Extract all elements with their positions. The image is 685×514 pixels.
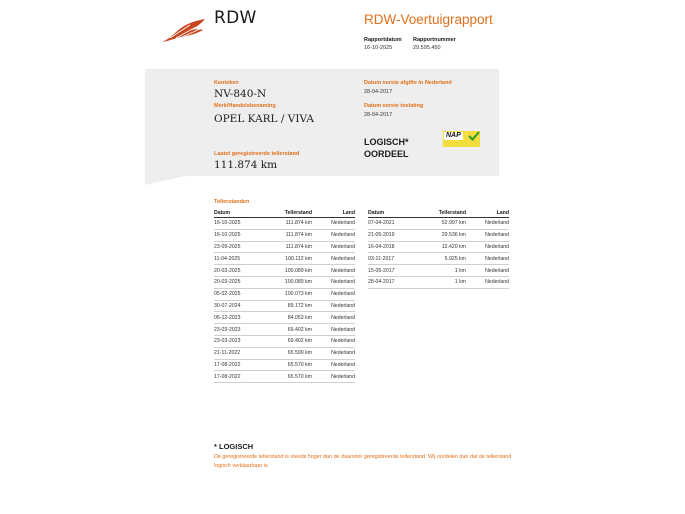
first-admission-label: Datum eerste toelating (364, 103, 424, 109)
cell-km: 69.402 km (266, 335, 312, 347)
cell-country: Nederland (312, 241, 355, 253)
cell-date: 11-04-2025 (214, 253, 266, 265)
col-country: Land (312, 208, 355, 218)
make-value: OPEL KARL / VIVA (214, 113, 314, 125)
cell-km: 65.570 km (266, 359, 312, 371)
report-title: RDW-Voertuigrapport (364, 12, 493, 27)
plate-value: NV-840-N (214, 88, 267, 100)
footnote-title: * LOGISCH (214, 442, 254, 451)
cell-date: 16-10-2025 (214, 218, 266, 230)
rdw-logo (160, 17, 206, 45)
cell-km: 100.089 km (266, 276, 312, 288)
col-country: Land (466, 208, 509, 218)
cell-km: 100.073 km (266, 288, 312, 300)
cell-date: 23-09-2025 (214, 241, 266, 253)
cell-date: 17-08-2022 (214, 359, 266, 371)
cell-country: Nederland (466, 218, 509, 230)
cell-country: Nederland (312, 276, 355, 288)
col-date: Datum (214, 208, 266, 218)
table-row (214, 312, 355, 324)
cell-date: 30-07-2024 (214, 300, 266, 312)
readings-section-title: Tellerstanden (214, 199, 250, 205)
verdict (364, 136, 409, 160)
table-row (368, 253, 509, 265)
cell-date: 17-08-2022 (214, 371, 266, 383)
table-row (214, 359, 355, 371)
cell-country: Nederland (312, 300, 355, 312)
cell-km: 29.536 km (420, 229, 466, 241)
table-row (368, 218, 509, 230)
table-row (214, 241, 355, 253)
cell-km: 65.599 km (266, 347, 312, 359)
table-row (214, 347, 355, 359)
cell-date: 05-02-2025 (214, 288, 266, 300)
table-row (368, 265, 509, 277)
table-row (214, 276, 355, 288)
cell-km: 84.053 km (266, 312, 312, 324)
cell-km: 1 km (420, 276, 466, 288)
plate-label: Kenteken (214, 80, 239, 86)
cell-country: Nederland (312, 229, 355, 241)
cell-country: Nederland (312, 359, 355, 371)
cell-date: 21-11-2022 (214, 347, 266, 359)
cell-country: Nederland (466, 253, 509, 265)
cell-country: Nederland (312, 265, 355, 277)
verdict-line1: LOGISCH* (364, 137, 409, 147)
cell-date: 28-04-2017 (368, 276, 420, 288)
table-row (368, 229, 509, 241)
cell-country: Nederland (312, 288, 355, 300)
cell-date: 23-03-2023 (214, 335, 266, 347)
table-row (368, 241, 509, 253)
first-nl-label: Datum eerste afgifte in Nederland (364, 80, 452, 86)
cell-country: Nederland (466, 276, 509, 288)
nap-label: NAP (446, 132, 461, 139)
table-row (214, 253, 355, 265)
table-row (214, 288, 355, 300)
cell-km: 111.874 km (266, 241, 312, 253)
footnote-text: De geregistreerde tellerstand is steeds hoger dan de daarvoor geregistreerde tellerstand. Wij oordelen dan dat de tellerstand logisch verklaarbaar is. (214, 454, 512, 469)
col-km: Tellerstand (420, 208, 466, 218)
cell-km: 1 km (420, 265, 466, 277)
table-row (214, 371, 355, 383)
col-date: Datum (368, 208, 420, 218)
table-row (368, 276, 509, 288)
first-admission-value: 28-04-2017 (364, 112, 393, 118)
cell-km: 69.402 km (266, 324, 312, 336)
table-row (214, 300, 355, 312)
table-row (214, 335, 355, 347)
cell-km: 89.172 km (266, 300, 312, 312)
cell-km: 111.874 km (266, 229, 312, 241)
cell-date: 07-04-2021 (368, 218, 420, 230)
cell-country: Nederland (312, 324, 355, 336)
cell-country: Nederland (312, 371, 355, 383)
brand-name: RDW (214, 8, 257, 28)
col-km: Tellerstand (266, 208, 312, 218)
report-date-label: Rapportdatum (364, 37, 402, 43)
cell-date: 06-12-2023 (214, 312, 266, 324)
cell-date: 20-03-2025 (214, 276, 266, 288)
cell-date: 03-11-2017 (368, 253, 420, 265)
cell-km: 5.925 km (420, 253, 466, 265)
table-row (214, 265, 355, 277)
cell-km: 100.112 km (266, 253, 312, 265)
verdict-line2: OORDEEL (364, 149, 409, 159)
readings-table-right (368, 208, 509, 289)
cell-date: 20-03-2025 (214, 265, 266, 277)
cell-country: Nederland (312, 312, 355, 324)
report-date: 16-10-2025 (364, 45, 393, 51)
cell-km: 65.570 km (266, 371, 312, 383)
cell-country: Nederland (466, 229, 509, 241)
odometer-value: 111.874 km (214, 159, 278, 171)
table-row (214, 218, 355, 230)
cell-country: Nederland (312, 335, 355, 347)
odometer-label: Laatst geregistreerde tellerstand (214, 151, 300, 157)
cell-date: 15-05-2017 (368, 265, 420, 277)
cell-date: 16-04-2018 (368, 241, 420, 253)
cell-country: Nederland (312, 347, 355, 359)
band-notch (145, 176, 185, 185)
cell-date: 23-03-2023 (214, 324, 266, 336)
readings-table-left (214, 208, 355, 383)
cell-country: Nederland (466, 265, 509, 277)
cell-date: 21-05-2019 (368, 229, 420, 241)
check-icon (468, 131, 480, 141)
cell-km: 100.089 km (266, 265, 312, 277)
cell-country: Nederland (312, 218, 355, 230)
cell-km: 111.874 km (266, 218, 312, 230)
cell-country: Nederland (466, 241, 509, 253)
report-number: 29.595.450 (413, 45, 441, 51)
table-row (214, 324, 355, 336)
table-row (214, 229, 355, 241)
cell-date: 16-10-2025 (214, 229, 266, 241)
make-label: Merk/Handelsbenaming (214, 103, 276, 109)
nap-badge (443, 131, 480, 147)
report-number-label: Rapportnummer (413, 37, 456, 43)
cell-km: 12.420 km (420, 241, 466, 253)
cell-country: Nederland (312, 253, 355, 265)
first-nl-value: 28-04-2017 (364, 89, 393, 95)
cell-km: 52.997 km (420, 218, 466, 230)
